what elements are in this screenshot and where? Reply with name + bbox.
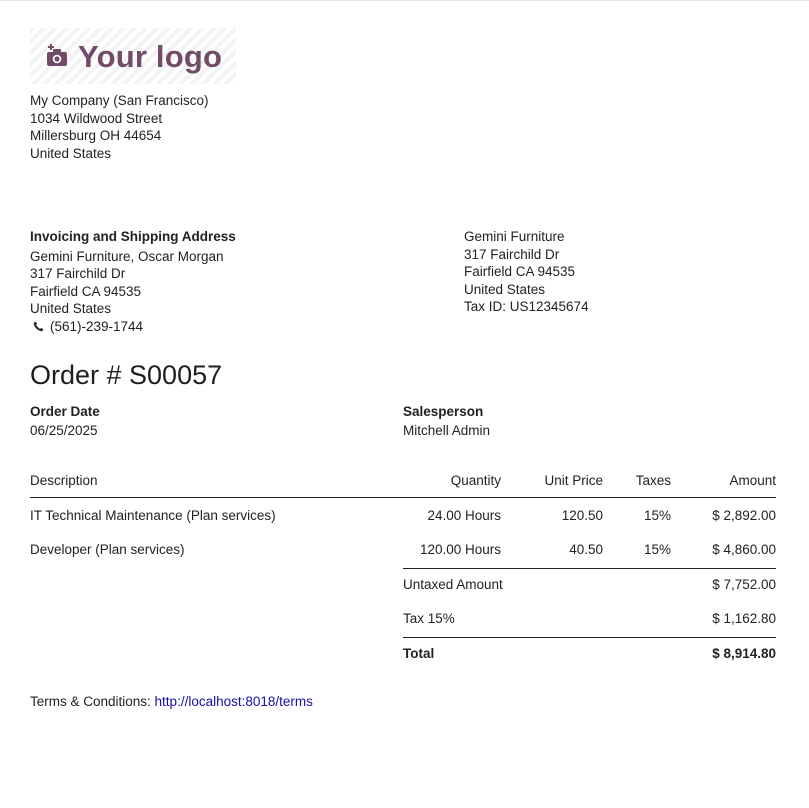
company-address [30, 92, 209, 162]
order-date-label: Order Date [30, 404, 100, 419]
camera-plus-icon [44, 43, 70, 69]
company-logo [30, 28, 236, 84]
company-country: United States [30, 145, 112, 161]
invoicing-address [30, 228, 236, 335]
customer-country: United States [464, 281, 546, 297]
salesperson-label: Salesperson [403, 404, 484, 419]
invoicing-street: 317 Fairchild Dr [30, 266, 126, 281]
total-value: $ 8,914.80 [712, 646, 776, 661]
terms-and-conditions [30, 694, 313, 709]
table-row-2-amount: $ 4,860.00 [712, 542, 776, 557]
order-date-value: 06/25/2025 [30, 423, 98, 438]
col-header-quantity: Quantity [450, 473, 501, 488]
invoicing-city: Fairfield CA 94535 [30, 283, 142, 299]
customer-street: 317 Fairchild Dr [464, 246, 560, 262]
col-header-description: Description [30, 473, 98, 488]
customer-city: Fairfield CA 94535 [464, 264, 576, 279]
col-header-unit-price: Unit Price [544, 473, 603, 488]
table-row-1-description: IT Technical Maintenance (Plan services) [30, 508, 276, 523]
invoicing-phone-row [30, 318, 236, 336]
table-row-1-quantity: 24.00 Hours [427, 508, 501, 523]
table-header-rule [30, 497, 776, 498]
invoicing-phone: (561)-239-1744 [50, 318, 144, 334]
terms-link[interactable]: http://localhost:8018/terms [154, 694, 313, 709]
customer-address [464, 228, 589, 316]
customer-name: Gemini Furniture [464, 229, 565, 244]
invoicing-country: United States [30, 301, 112, 316]
invoicing-heading: Invoicing and Shipping Address [30, 229, 236, 244]
table-row-1-taxes: 15% [643, 508, 671, 523]
customer-tax-id: Tax ID: US12345674 [464, 299, 589, 314]
total-rule [403, 637, 776, 638]
invoicing-name: Gemini Furniture, Oscar Morgan [30, 248, 224, 264]
salesperson-block [403, 404, 490, 438]
tax-label: Tax 15% [403, 611, 455, 626]
top-border [0, 0, 809, 1]
untaxed-amount-value: $ 7,752.00 [712, 577, 776, 592]
order-date-block [30, 404, 100, 438]
logo-text: Your logo [78, 38, 223, 74]
company-street: 1034 Wildwood Street [30, 110, 163, 126]
table-row-1-unit-price: 120.50 [561, 508, 603, 523]
table-row-2-description: Developer (Plan services) [30, 542, 185, 557]
salesperson-value: Mitchell Admin [403, 423, 491, 438]
phone-icon [33, 321, 44, 332]
totals-top-rule [403, 568, 776, 569]
col-header-amount: Amount [729, 473, 776, 488]
company-city: Millersburg OH 44654 [30, 128, 162, 143]
tax-value: $ 1,162.80 [712, 611, 776, 626]
company-name: My Company (San Francisco) [30, 93, 209, 108]
table-row-1-amount: $ 2,892.00 [712, 508, 776, 523]
order-title: Order # S00057 [30, 360, 223, 390]
table-row-2-taxes: 15% [643, 542, 671, 557]
col-header-taxes: Taxes [635, 473, 671, 488]
total-label: Total [403, 646, 435, 661]
terms-label: Terms & Conditions: [30, 694, 155, 709]
table-row-2-unit-price: 40.50 [569, 542, 603, 557]
table-row-2-quantity: 120.00 Hours [419, 542, 501, 557]
untaxed-amount-label: Untaxed Amount [403, 577, 503, 592]
